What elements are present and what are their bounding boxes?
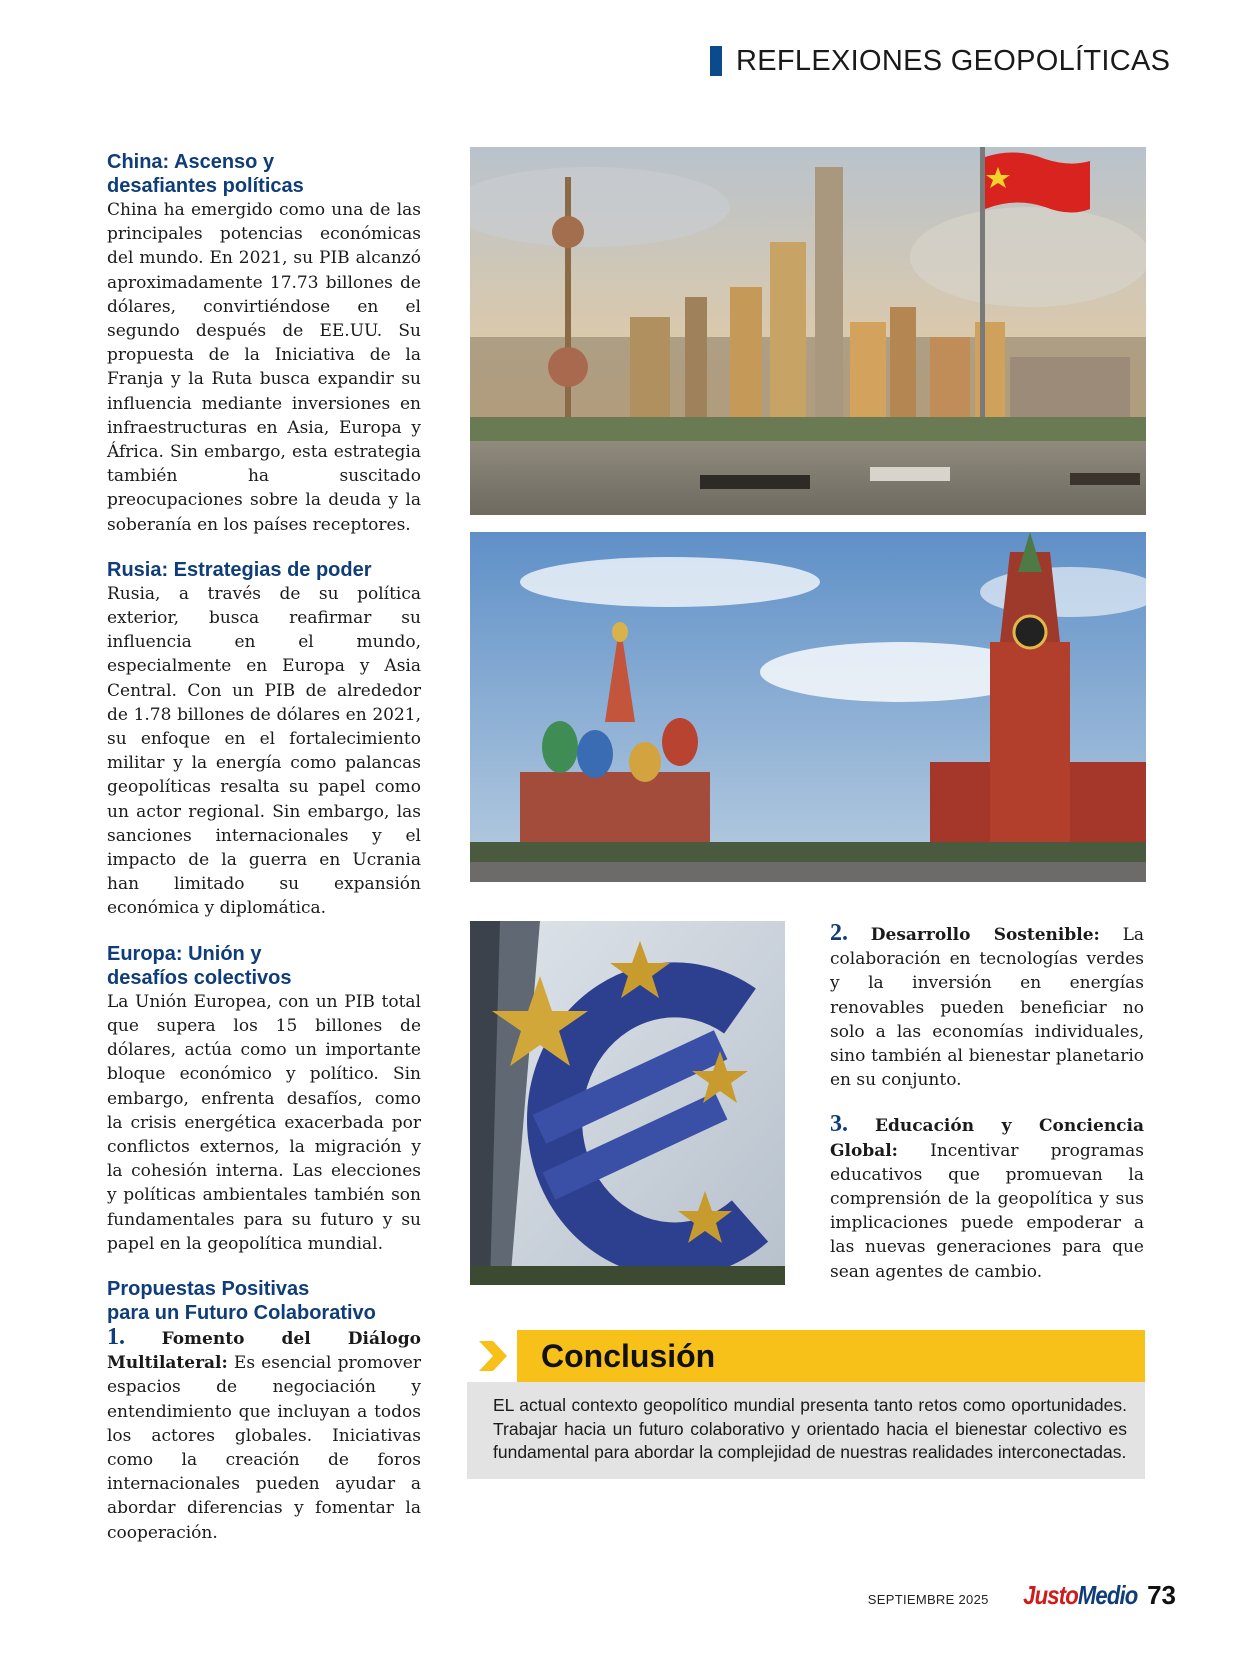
proposal-text: La colaboración en tecnologías verdes y la inversión en energías renovables pueden beneficiar no solo a las economías individuales, sino también al bienestar planetario en su conjunto. [830, 925, 1144, 1091]
europa-heading-line2: desafíos colectivos [107, 966, 292, 989]
proposal-number: 3. [830, 1111, 848, 1138]
conclusion-body-panel [467, 1382, 1145, 1479]
euro-sign-sculpture-photo [470, 921, 785, 1285]
section-marker-bar [710, 46, 722, 76]
conclusion-header [467, 1330, 1145, 1382]
rusia-heading: Rusia: Estrategias de poder [107, 558, 372, 581]
europa-body: La Unión Europea, con un PIB total que supera los 15 billones de dólares, actúa como un importante bloque económico y político. Sin embargo, enfrenta desafíos, como la crisis energética exacerbada por conflictos externos, la migración y la cohesión interna. Las elecciones y políticas ambientales también son fundamentales para su futuro y su papel en la geopolítica mundial. [107, 991, 421, 1254]
china-body: China ha emergido como una de las principales potencias económicas del mundo. En 2021, su PIB alcanzó aproximadamente 17.73 billones de dólares, convirtiéndose en el segundo después de EE.UU. Su propuesta de la Iniciativa de la Franja y la Ruta busca expandir su influencia mediante inversiones en infraestructuras en Asia, Europa y África. Sin embargo, esta estrategia también ha suscitado preocupaciones sobre la deuda y la soberanía en los países receptores. [107, 200, 421, 535]
proposal-item-3 [830, 1112, 1144, 1283]
proposal-title: Educación y Conciencia Global: [830, 1116, 1144, 1161]
china-heading-line2: desafiantes políticas [107, 175, 304, 197]
europa-section [107, 942, 421, 1256]
moscow-red-square-photo [470, 532, 1146, 882]
issue-date: SEPTIEMBRE 2025 [867, 1592, 989, 1607]
logo-part-2: Medio [1077, 1580, 1138, 1610]
shanghai-skyline-photo [470, 147, 1146, 515]
section-header [710, 46, 1170, 76]
propuestas-heading [107, 1277, 421, 1325]
page-number: 73 [1147, 1580, 1176, 1610]
proposal-number: 2. [830, 920, 848, 946]
conclusion-box [467, 1330, 1145, 1479]
china-heading-line1: China: Ascenso y [107, 151, 275, 173]
left-column [107, 150, 421, 1566]
proposal-number: 1. [107, 1323, 125, 1350]
logo-part-1: Justo [1022, 1580, 1078, 1610]
europa-heading-line1: Europa: Unión y [107, 942, 262, 965]
proposal-title: Desarrollo Sostenible: [870, 925, 1100, 945]
propuestas-heading-line1: Propuestas Positivas [107, 1277, 310, 1300]
proposal-item-2 [830, 921, 1144, 1092]
conclusion-text: EL actual contexto geopolítico mundial presenta tanto retos como oportunidades. Trabajar hacia un futuro colaborativo y orientado hacia el bienestar colectivo es fundamental para abordar la complejidad de nuestras realidades interconectadas. [493, 1395, 1127, 1462]
conclusion-title-band [517, 1330, 1145, 1382]
right-column [830, 921, 1144, 1304]
europa-heading [107, 942, 421, 990]
propuestas-heading-line2: para un Futuro Colaborativo [107, 1301, 376, 1324]
magazine-logo [1023, 1580, 1137, 1611]
page-footer [868, 1580, 1176, 1611]
chevron-right-icon [467, 1330, 517, 1382]
china-heading [107, 150, 421, 198]
rusia-body: Rusia, a través de su política exterior, busca reafirmar su influencia en el mundo, especialmente en Europa y Asia Central. Con un PIB de alrededor de 1.78 billones de dólares en 2021, su enfoque en el fortalecimiento militar y la energía como palancas geopolíticas resalta su papel como un actor regional. Sin embargo, las sanciones internacionales y el impacto de la guerra en Ucrania han limitado su expansión económica y diplomática. [107, 583, 421, 919]
proposal-item-1 [107, 1325, 421, 1545]
china-section [107, 150, 421, 537]
proposal-text: Incentivar programas educativos que promuevan la comprensión de la geopolítica y sus implicaciones puede empoderar a las nuevas generaciones para que sean agentes de cambio. [830, 1140, 1144, 1282]
proposal-text: Es esencial promover espacios de negociación y entendimiento que incluyan a todos los actores globales. Iniciativas como la creación de foros internacionales pueden ayudar a abordar diferencias y fomentar la cooperación. [107, 1353, 421, 1543]
proposal-title: Fomento del Diálogo Multilateral: [107, 1328, 421, 1374]
rusia-section [107, 558, 421, 921]
propuestas-section [107, 1277, 421, 1545]
conclusion-title: Conclusión [541, 1337, 716, 1374]
section-title: REFLEXIONES GEOPOLÍTICAS [736, 44, 1171, 77]
